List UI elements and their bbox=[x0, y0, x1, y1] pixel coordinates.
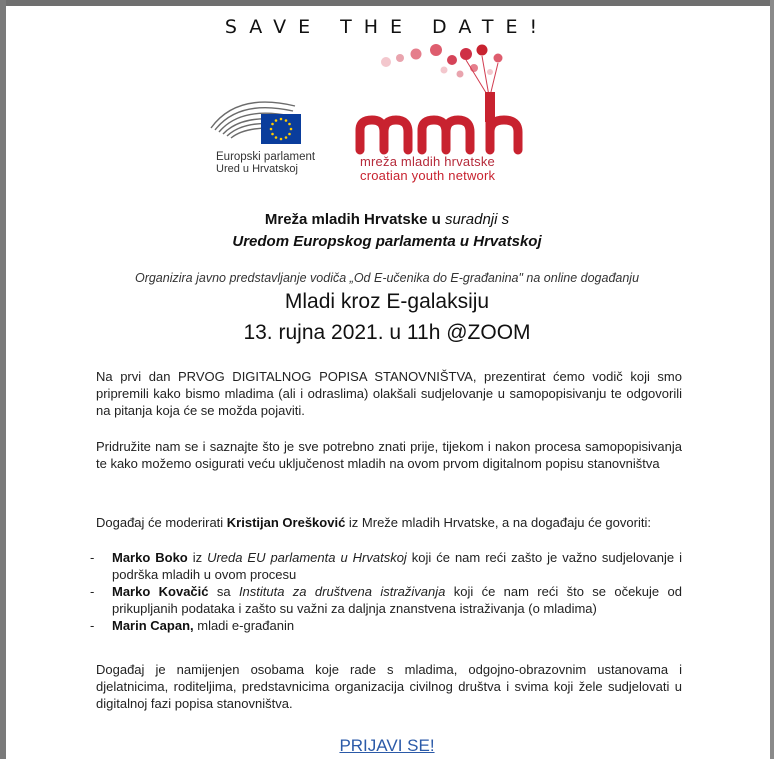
speaker-name: Marko Kovačić bbox=[112, 584, 209, 599]
event-intro: Organizira javno predstavljanje vodiča „Od E-učenika do E-građanina" na online događanju bbox=[134, 271, 640, 285]
speaker-item bbox=[90, 583, 682, 617]
moderator-text-before: Događaj će moderirati bbox=[96, 515, 227, 530]
speaker-name: Marko Boko bbox=[112, 550, 188, 565]
speaker-org: Instituta za društvena istraživanja bbox=[238, 584, 446, 599]
speaker-desc: koji će nam reći zašto je važno sudjelovanje i podrška mladih u ovom procesu bbox=[112, 550, 682, 582]
paragraph-audience: Događaj je namijenjen osobama koje rade s mladima, odgojno-obrazovnim ustanovama i djelatnicima, roditeljima, predstavnicima organizacija civilnog društva i svima koji žele sudjelovati u digitalnoj fazi popisa stanovništva. bbox=[96, 662, 682, 711]
window-left-edge bbox=[0, 0, 6, 759]
speaker-pre: iz bbox=[187, 550, 208, 565]
event-date: 13. rujna 2021. u 11h @ZOOM bbox=[243, 321, 531, 344]
save-the-date-heading: SAVE THE DATE! bbox=[224, 16, 550, 38]
ep-logo-name: Europski parlament bbox=[216, 151, 316, 163]
list-dash: - bbox=[90, 550, 95, 565]
event-title: Mladi kroz E-galaksiju bbox=[284, 290, 490, 313]
speaker-name: Marin Capan, bbox=[112, 618, 194, 633]
paragraph-moderator bbox=[96, 514, 682, 531]
speaker-pre: sa bbox=[208, 584, 239, 599]
window-right-edge bbox=[770, 0, 774, 759]
organizer-name: Mreža mladih Hrvatske u bbox=[264, 211, 441, 228]
ep-logo-office: Ured u Hrvatskoj bbox=[216, 163, 298, 175]
list-dash: - bbox=[90, 584, 95, 599]
speaker-item bbox=[90, 617, 682, 634]
moderator-name: Kristijan Orešković bbox=[226, 515, 346, 530]
paragraph-1: Na prvi dan PRVOG DIGITALNOG POPISA STANOVNIŠTVA, prezentirat ćemo vodič koji smo pripremili kako bismo mladima (ali i odraslima) olakšali sudjelovanje u samopopisivanju te odgovorili na pitanja koja će se možda pojaviti. bbox=[96, 369, 682, 418]
mmh-logo-line2: croatian youth network bbox=[360, 168, 496, 183]
organizer-line-1 bbox=[0, 211, 774, 228]
organizer-conjunction: suradnji s bbox=[444, 211, 510, 228]
register-link[interactable]: PRIJAVI SE! bbox=[339, 736, 435, 755]
speaker-org: Ureda EU parlamenta u Hrvatskoj bbox=[207, 550, 407, 565]
speaker-item bbox=[90, 549, 682, 583]
paragraph-2: Pridružite nam se i saznajte što je sve potrebno znati prije, tijekom i nakon procesa samopopisivanja te kako možemo osigurati veću uključenost mladih na ovom prvom digitalnom popisu stanovništva bbox=[96, 439, 682, 471]
speaker-desc: koji će nam reći što se očekuje od prikupljanih podataka i zašto su važni za daljnja znanstvena istraživanja (o mladima) bbox=[112, 584, 682, 616]
list-dash: - bbox=[90, 618, 95, 633]
moderator-text-after: iz Mreže mladih Hrvatske, a na događaju će govoriti: bbox=[345, 515, 651, 530]
organizer-line-2: Uredom Europskog parlamenta u Hrvatskoj bbox=[232, 233, 542, 250]
mmh-logo-line1: mreža mladih hrvatske bbox=[360, 154, 495, 169]
speaker-list bbox=[90, 549, 682, 634]
window-top-edge bbox=[0, 0, 774, 6]
speaker-desc: mladi e-građanin bbox=[193, 618, 295, 633]
